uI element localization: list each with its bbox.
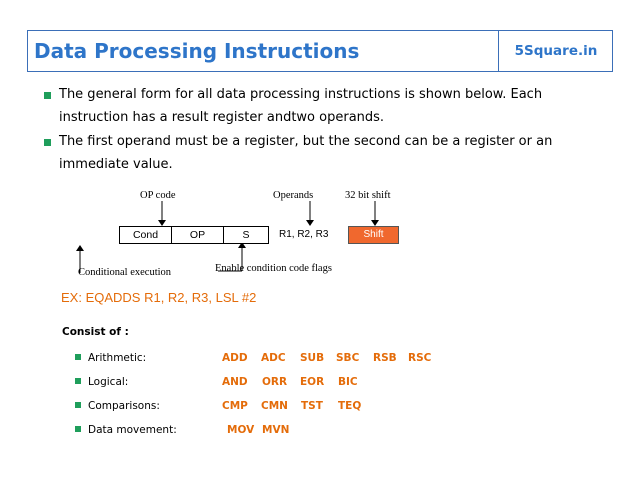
category-name: Logical: bbox=[88, 376, 129, 388]
list-item-data-movement bbox=[75, 422, 475, 438]
arrowhead bbox=[306, 220, 314, 226]
list-item-arithmetic bbox=[75, 350, 475, 366]
op-field: OP bbox=[171, 226, 224, 244]
instruction-mnemonic: MVN bbox=[262, 424, 290, 436]
bullet-text: The first operand must be a register, but the second can be a register or an immediate value. bbox=[59, 134, 553, 172]
cond-field: Cond bbox=[119, 226, 172, 244]
square-bullet-icon bbox=[75, 378, 81, 384]
instruction-mnemonic: RSB bbox=[373, 352, 397, 364]
bullet-text: The general form for all data processing instructions is shown below. Each instruction has a result register andtwo operands. bbox=[59, 87, 543, 125]
bullet-point bbox=[44, 84, 604, 129]
instruction-mnemonic: RSC bbox=[408, 352, 432, 364]
page-title: Data Processing Instructions bbox=[28, 31, 499, 71]
list-item-logical bbox=[75, 374, 475, 390]
instruction-mnemonic: CMP bbox=[222, 400, 248, 412]
shift-label: 32 bit shift bbox=[345, 190, 391, 201]
category-name: Data movement: bbox=[88, 424, 177, 436]
instruction-mnemonic: SUB bbox=[300, 352, 325, 364]
instruction-mnemonic: EOR bbox=[300, 376, 325, 388]
condition-flags-label: Enable condition code flags bbox=[215, 263, 332, 274]
brand-label: 5Square.in bbox=[514, 43, 598, 59]
instruction-mnemonic: TEQ bbox=[338, 400, 362, 412]
square-bullet-icon bbox=[44, 139, 51, 146]
category-name: Arithmetic: bbox=[88, 352, 147, 364]
instruction-format-diagram bbox=[70, 188, 410, 280]
instruction-mnemonic: ADC bbox=[261, 352, 286, 364]
bullet-point bbox=[44, 131, 604, 176]
registers-label: R1, R2, R3 bbox=[279, 229, 329, 240]
instruction-mnemonic: BIC bbox=[338, 376, 358, 388]
example-instruction: EX: EQADDS R1, R2, R3, LSL #2 bbox=[61, 290, 257, 305]
square-bullet-icon bbox=[44, 92, 51, 99]
instruction-mnemonic: SBC bbox=[336, 352, 360, 364]
operands-label: Operands bbox=[273, 190, 314, 201]
list-item-comparisons bbox=[75, 398, 475, 414]
title-bar bbox=[27, 30, 613, 72]
instruction-mnemonic: CMN bbox=[261, 400, 288, 412]
instruction-mnemonic: TST bbox=[301, 400, 323, 412]
instruction-mnemonic: ORR bbox=[262, 376, 288, 388]
square-bullet-icon bbox=[75, 426, 81, 432]
square-bullet-icon bbox=[75, 402, 81, 408]
arrowhead bbox=[76, 245, 84, 251]
instruction-mnemonic: MOV bbox=[227, 424, 255, 436]
square-bullet-icon bbox=[75, 354, 81, 360]
consist-title: Consist of : bbox=[62, 326, 129, 338]
instruction-mnemonic: AND bbox=[222, 376, 248, 388]
shift-field: Shift bbox=[348, 226, 399, 244]
conditional-execution-label: Conditional execution bbox=[78, 267, 172, 278]
op-code-label: OP code bbox=[140, 190, 176, 201]
instruction-mnemonic: ADD bbox=[222, 352, 248, 364]
s-field: S bbox=[223, 226, 269, 244]
category-name: Comparisons: bbox=[88, 400, 160, 412]
